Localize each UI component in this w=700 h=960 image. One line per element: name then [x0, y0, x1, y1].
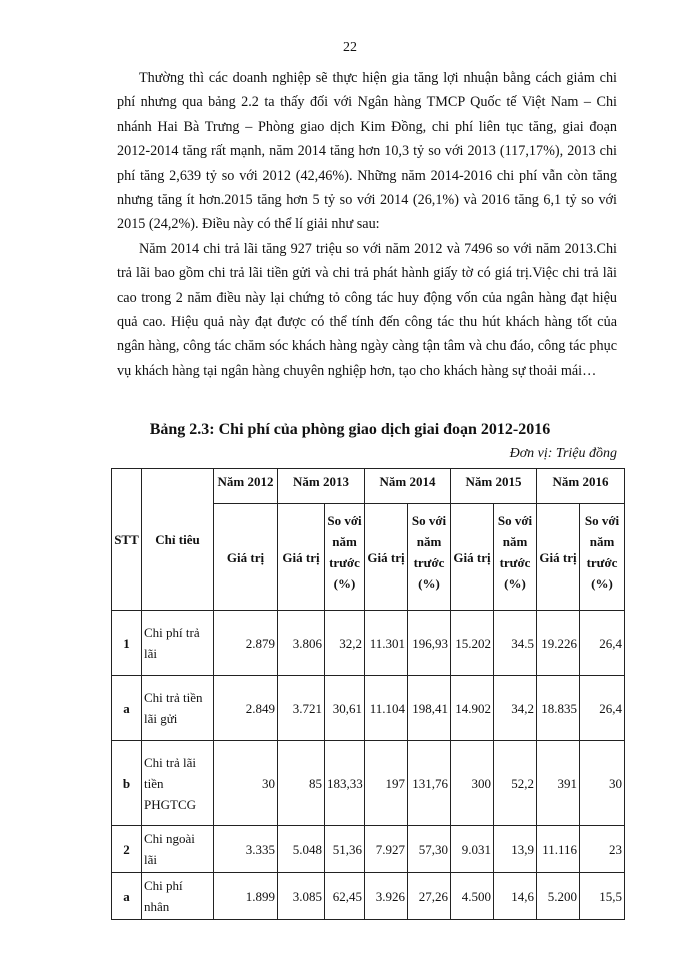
- table-row: [112, 676, 625, 741]
- header-year-2015: Năm 2015: [451, 469, 537, 504]
- cost-table: [111, 468, 625, 920]
- cell-percent: 34.5: [494, 611, 537, 676]
- cell-percent: 183,33: [325, 741, 365, 826]
- header-value: Giá trị: [214, 504, 278, 611]
- cell-value: 19.226: [537, 611, 580, 676]
- page-number: 22: [343, 40, 357, 55]
- table-row: [112, 826, 625, 873]
- cell-percent: 30: [580, 741, 625, 826]
- cell-percent: 27,26: [408, 873, 451, 920]
- row-indicator: Chi trả lãi tiền PHGTCG: [142, 741, 214, 826]
- cell-value: 11.104: [365, 676, 408, 741]
- header-compare: So với năm trước (%): [325, 504, 365, 611]
- header-indicator: Chỉ tiêu: [142, 469, 214, 611]
- cell-value: 15.202: [451, 611, 494, 676]
- row-stt: b: [112, 741, 142, 826]
- cell-value: 197: [365, 741, 408, 826]
- row-indicator: Chi trả tiền lãi gửi: [142, 676, 214, 741]
- cell-percent: 32,2: [325, 611, 365, 676]
- body-text: [117, 66, 617, 383]
- header-year-2012: Năm 2012: [214, 469, 278, 504]
- cell-value: 5.200: [537, 873, 580, 920]
- header-compare: So với năm trước (%): [494, 504, 537, 611]
- table-row: [112, 741, 625, 826]
- cell-percent: 26,4: [580, 611, 625, 676]
- cell-value: 2.879: [214, 611, 278, 676]
- row-stt: a: [112, 676, 142, 741]
- paragraph-1: Thường thì các doanh nghiệp sẽ thực hiện gia tăng lợi nhuận bằng cách giảm chi phí nhưng qua bảng 2.2 ta thấy đối với Ngân hàng TMCP Quốc tế Việt Nam – Chi nhánh Hai Bà Trưng – Phòng giao dịch Kim Đồng, chi phí liên tục tăng, giai đoạn 2012-2014 tăng rất mạnh, năm 2014 tăng hơn 10,3 tỷ so với 2013 (117,17%), 2013 chi phí tăng 2,639 tỷ so với 2012 (42,46%). Những năm 2014-2016 chi phí vẫn còn tăng nhưng tăng ít hơn.2015 tăng hơn 5 tỷ so với 2014 (26,1%) và 2016 tăng 6,1 tỷ so với 2015 (24,2%). Điều này có thể lí giải như sau:: [117, 70, 617, 233]
- cell-percent: 26,4: [580, 676, 625, 741]
- header-value: Giá trị: [365, 504, 408, 611]
- cell-percent: 14,6: [494, 873, 537, 920]
- header-compare: So với năm trước (%): [408, 504, 451, 611]
- header-year-2013: Năm 2013: [278, 469, 365, 504]
- cell-percent: 30,61: [325, 676, 365, 741]
- cell-value: 18.835: [537, 676, 580, 741]
- row-indicator: Chi ngoài lãi: [142, 826, 214, 873]
- cell-value: 3.335: [214, 826, 278, 873]
- header-year-2014: Năm 2014: [365, 469, 451, 504]
- cell-value: 391: [537, 741, 580, 826]
- cell-value: 11.116: [537, 826, 580, 873]
- cell-value: 3.721: [278, 676, 325, 741]
- cell-value: 14.902: [451, 676, 494, 741]
- row-indicator: Chi phí trả lãi: [142, 611, 214, 676]
- cell-value: 3.926: [365, 873, 408, 920]
- row-stt: 1: [112, 611, 142, 676]
- header-value: Giá trị: [451, 504, 494, 611]
- row-stt: a: [112, 873, 142, 920]
- cell-value: 11.301: [365, 611, 408, 676]
- header-row-years: [112, 469, 625, 504]
- cell-percent: 52,2: [494, 741, 537, 826]
- table-unit: Đơn vị: Triệu đồng: [509, 446, 617, 461]
- cell-value: 3.806: [278, 611, 325, 676]
- cell-percent: 23: [580, 826, 625, 873]
- cell-value: 2.849: [214, 676, 278, 741]
- paragraph-2: Năm 2014 chi trả lãi tăng 927 triệu so với năm 2012 và 7496 so với năm 2013.Chi trả lãi bao gồm chi trả lãi tiền gửi và chi trả phát hành giấy tờ có giá trị.Việc chi trả lãi cao trong 2 năm điều này lại chứng tỏ công tác huy động vốn của ngân hàng đạt hiệu quả cao. Hiệu quả này đạt được có thể tính đến công tác thu hút khách hàng tốt của ngân hàng, công tác chăm sóc khách hàng ngày càng tận tâm và chu đáo, công tác phục vụ khách hàng tại ngân hàng chuyên nghiệp hơn, tạo cho khách hàng sự thoải mái…: [117, 240, 617, 379]
- cell-percent: 62,45: [325, 873, 365, 920]
- cell-value: 3.085: [278, 873, 325, 920]
- row-stt: 2: [112, 826, 142, 873]
- cell-percent: 196,93: [408, 611, 451, 676]
- header-value: Giá trị: [537, 504, 580, 611]
- cell-percent: 15,5: [580, 873, 625, 920]
- cell-value: 7.927: [365, 826, 408, 873]
- header-year-2016: Năm 2016: [537, 469, 625, 504]
- cell-value: 85: [278, 741, 325, 826]
- cell-percent: 198,41: [408, 676, 451, 741]
- header-compare: So với năm trước (%): [580, 504, 625, 611]
- header-stt: STT: [112, 469, 142, 611]
- cell-percent: 57,30: [408, 826, 451, 873]
- table-title: Bảng 2.3: Chi phí của phòng giao dịch giai đoạn 2012-2016: [149, 421, 551, 438]
- cell-percent: 131,76: [408, 741, 451, 826]
- header-value: Giá trị: [278, 504, 325, 611]
- cell-value: 300: [451, 741, 494, 826]
- table-row: [112, 873, 625, 920]
- cell-percent: 51,36: [325, 826, 365, 873]
- cell-percent: 34,2: [494, 676, 537, 741]
- cell-value: 4.500: [451, 873, 494, 920]
- cell-value: 5.048: [278, 826, 325, 873]
- cell-value: 30: [214, 741, 278, 826]
- cell-value: 1.899: [214, 873, 278, 920]
- cell-value: 9.031: [451, 826, 494, 873]
- cell-percent: 13,9: [494, 826, 537, 873]
- row-indicator: Chi phí nhân: [142, 873, 214, 920]
- table-row: [112, 611, 625, 676]
